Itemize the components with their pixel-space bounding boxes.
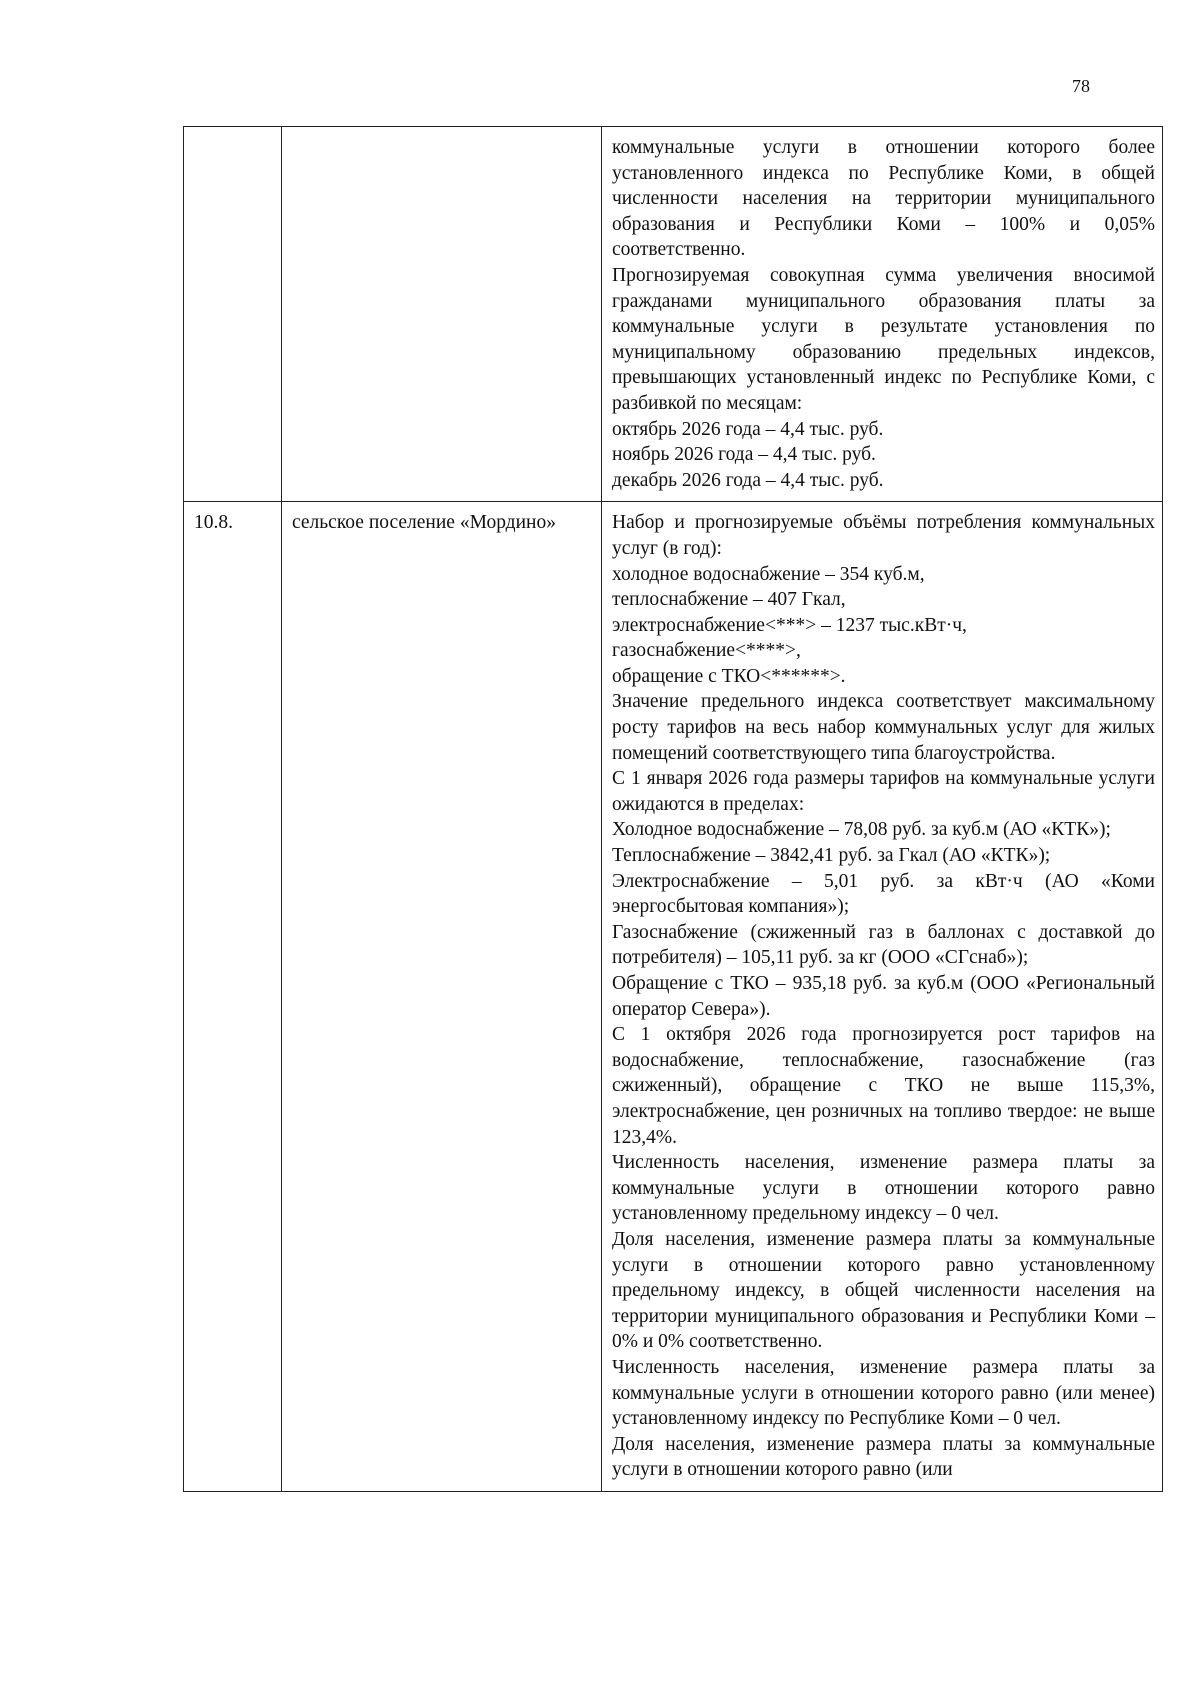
description-cell <box>602 127 1163 502</box>
municipality-name-cell <box>282 127 602 502</box>
paragraph: Набор и прогнозируемые объёмы потребления коммунальных услуг (в год): <box>612 512 1155 559</box>
page-number: 78 <box>1072 76 1090 96</box>
paragraph: холодное водоснабжение – 354 куб.м, <box>612 563 925 585</box>
paragraph: Доля населения, изменение размера платы за коммунальные услуги в отношении которого равно (или <box>612 1433 1155 1481</box>
description-cell <box>602 502 1163 1492</box>
table-row <box>184 502 1163 1492</box>
paragraph: электроснабжение<***> – 1237 тыс.кВт·ч, <box>612 614 967 636</box>
paragraph: Прогнозируемая совокупная сумма увеличения вносимой гражданами муниципального образования платы за коммунальные услуги в результате установления по муниципальному образованию предельных индексов, превышающих установленный индекс по Республике Коми, с разбивкой по месяцам: <box>612 264 1155 414</box>
paragraph: октябрь 2026 года – 4,4 тыс. руб. <box>612 418 884 440</box>
municipality-name-cell: сельское поселение «Мордино» <box>282 502 602 1492</box>
row-number-cell: 10.8. <box>184 502 282 1492</box>
paragraph: Численность населения, изменение размера платы за коммунальные услуги в отношении которого равно установленному предельному индексу – 0 чел. <box>612 1152 1155 1225</box>
paragraph: Теплоснабжение – 3842,41 руб. за Гкал (АО «КТК»); <box>612 845 1051 867</box>
paragraph: С 1 октября 2026 года прогнозируется рост тарифов на водоснабжение, теплоснабжение, газоснабжение (газ сжиженный), обращение с ТКО не выше 115,3%, электроснабжение, цен розничных на топливо твердое: не выше 123,4%. <box>612 1024 1155 1148</box>
table-row <box>184 127 1163 502</box>
paragraph: Обращение с ТКО – 935,18 руб. за куб.м (ООО «Региональный оператор Севера»). <box>612 973 1155 1020</box>
paragraph: ноябрь 2026 года – 4,4 тыс. руб. <box>612 444 876 466</box>
paragraph: теплоснабжение – 407 Гкал, <box>612 589 846 611</box>
paragraph: Доля населения, изменение размера платы за коммунальные услуги в отношении которого равно установленному предельному индексу, в общей численности населения на территории муниципального образования и Республики Коми – 0% и 0% соответственно. <box>612 1228 1155 1353</box>
paragraph: декабрь 2026 года – 4,4 тыс. руб. <box>612 469 884 491</box>
paragraph: газоснабжение<****>, <box>612 640 801 662</box>
paragraph: Электроснабжение – 5,01 руб. за кВт·ч (АО «Коми энергосбытовая компания»); <box>612 870 1155 918</box>
paragraph: Холодное водоснабжение – 78,08 руб. за куб.м (АО «КТК»); <box>612 819 1111 841</box>
paragraph: коммунальные услуги в отношении которого более установленного индекса по Республике Коми, в общей численности населения на территории муниципального образования и Республики Коми – 100% и 0,05% соответственно. <box>612 137 1155 261</box>
document-table <box>183 126 1163 1492</box>
paragraph: обращение с ТКО<******>. <box>612 665 846 687</box>
paragraph: Численность населения, изменение размера платы за коммунальные услуги в отношении которого равно (или менее) установленному индексу по Республике Коми – 0 чел. <box>612 1356 1155 1430</box>
paragraph: С 1 января 2026 года размеры тарифов на коммунальные услуги ожидаются в пределах: <box>612 768 1155 815</box>
row-number-cell <box>184 127 282 502</box>
paragraph: Значение предельного индекса соответствует максимальному росту тарифов на весь набор коммунальных услуг для жилых помещений соответствующего типа благоустройства. <box>612 691 1155 764</box>
paragraph: Газоснабжение (сжиженный газ в баллонах с доставкой до потребителя) – 105,11 руб. за кг (ООО «СГснаб»); <box>612 921 1155 969</box>
